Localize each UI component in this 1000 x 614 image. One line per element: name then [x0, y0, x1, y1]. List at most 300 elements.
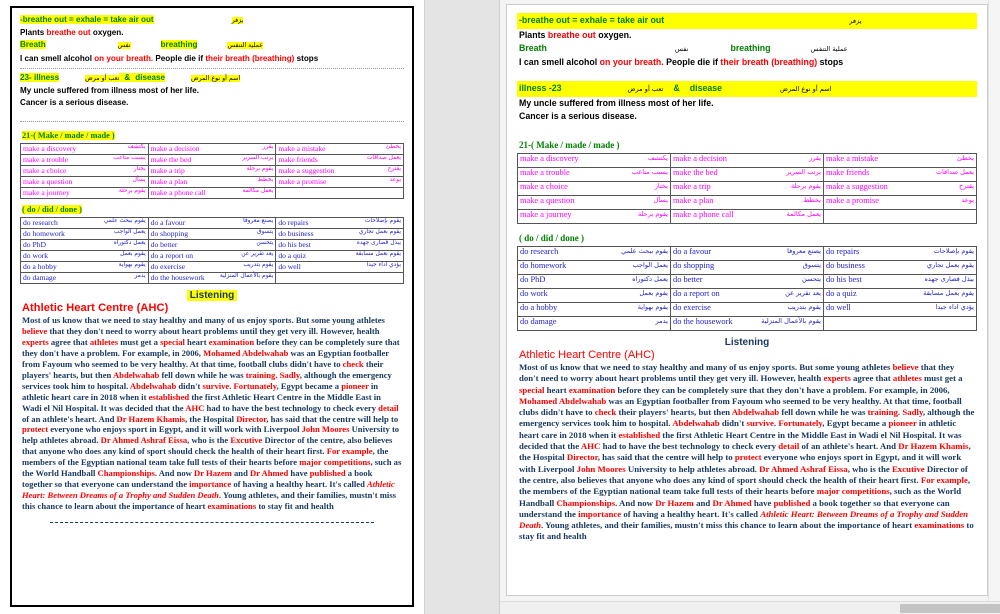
vocab-translation: يقوم بعمل تجاري — [926, 261, 974, 269]
vocab-translation: يقوم بتدريب — [787, 303, 821, 311]
example-alcohol-red2: their breath (breathing) — [205, 53, 295, 63]
passage-token: of having a healthy heart. It's called — [231, 479, 368, 490]
vocab-phrase: do the housework — [673, 317, 733, 326]
table-cell — [671, 247, 824, 261]
table-row — [21, 262, 404, 273]
example-plants-highlight: breathe out — [46, 28, 91, 38]
passage-token: pioneer — [888, 418, 917, 429]
headword-line-illness — [20, 72, 404, 84]
vocab-translation: يخطئ — [957, 154, 974, 162]
passage-token: Fortunately — [233, 380, 277, 391]
vocab-phrase: do shopping — [673, 261, 715, 270]
passage-token: Excutive — [230, 435, 263, 446]
listening-passage-right — [519, 362, 975, 543]
passage-token: , who is the — [187, 435, 231, 446]
vocab-translation: يقوم ببحث علمي — [621, 247, 668, 255]
passage-token: heart — [184, 337, 209, 348]
table-cell — [824, 168, 977, 182]
vocab-phrase: make a promise — [278, 177, 327, 187]
preview-page — [10, 6, 414, 607]
passage-token: established — [148, 391, 190, 402]
passage-token: training — [245, 369, 276, 380]
vertical-scrollbar[interactable] — [988, 0, 1000, 601]
breath-breathing-line — [20, 39, 404, 51]
passage-token: special — [519, 384, 545, 395]
headword-line-breathe-out-right — [517, 13, 977, 29]
passage-token: must get a — [118, 337, 161, 348]
vocab-translation: يصنع معروفا — [243, 218, 274, 225]
vocab-translation: يسأل — [132, 177, 146, 184]
passage-token: Director of the centre, also believes that anyone who does any kind of sport should check the health of their heart first. — [519, 463, 968, 485]
table-cell — [671, 289, 824, 303]
table-cell — [276, 251, 404, 262]
passage-token: detail — [778, 441, 800, 452]
vocab-translation: يؤدي اداء جيدا — [366, 262, 401, 269]
example-plants-pre: Plants — [20, 28, 47, 38]
table-row — [518, 168, 977, 182]
table-cell — [148, 144, 276, 155]
vocab-translation: يتحسن — [256, 240, 274, 247]
vocab-phrase: do damage — [23, 273, 57, 283]
example-plants — [20, 27, 404, 38]
passage-token: examinations — [914, 520, 965, 531]
make-table-body-right — [518, 154, 977, 224]
table-cell — [518, 196, 671, 210]
vocab-translation: يقوم بعمل — [120, 251, 146, 258]
vocab-phrase: make a choice — [23, 166, 67, 176]
table-cell — [518, 317, 671, 331]
table-cell — [276, 240, 404, 251]
vocab-phrase: do well — [278, 262, 301, 272]
table-cell — [276, 262, 404, 273]
make-label-number: 21- — [22, 131, 34, 141]
passage-token: their players' hearts, but then — [616, 407, 732, 418]
passage-token: Abdelwahab — [672, 418, 720, 429]
passage-token: importance — [578, 508, 622, 519]
passage-token: experts — [22, 337, 49, 348]
vocab-translation: يقرر — [809, 154, 821, 162]
table-cell — [21, 251, 149, 262]
passage-token: was an Egyptian footballer from Fayoum who seemed to be very healthy. At that time, football clubs didn't have to — [519, 395, 962, 418]
vocab-phrase: make a discovery — [23, 144, 77, 154]
example-alcohol-pre: I can smell alcohol — [20, 53, 95, 63]
passage-token: of an athlete's heart. And — [799, 441, 899, 452]
passage-token: , Egypt became a — [822, 418, 889, 429]
vocab-phrase: make a decision — [673, 154, 727, 163]
vocab-phrase: do the housework — [150, 273, 205, 283]
passage-token: examination — [568, 384, 616, 395]
word-breath-arabic: نفس — [117, 42, 131, 50]
vocab-translation: يقوم بعمل مسابقة — [923, 289, 974, 297]
passage-token: Athletic Heart: Between Dreams of a Trophy and Sudden Death — [22, 479, 395, 500]
table-cell — [824, 317, 977, 331]
vocab-translation: يقوم بتدريب — [243, 262, 274, 269]
passage-token: special — [160, 337, 185, 348]
vocab-translation: يقوم برحلة — [118, 188, 146, 195]
vocab-translation: يقوم بالأعمال المنزلية — [219, 273, 274, 280]
table-cell — [148, 273, 276, 284]
vocab-phrase: do his best — [826, 275, 862, 284]
example-alcohol-red1-r: on your breath. — [599, 57, 664, 67]
passage-token: Director — [236, 413, 267, 424]
passage-token: Abdelwahab — [112, 369, 160, 380]
passage-token: , although the emergency services took him to hospital. — [22, 369, 392, 391]
passage-token: to stay fit and health — [519, 520, 974, 542]
table-cell — [21, 240, 149, 251]
passage-token: Dr Hazem Khamis — [116, 413, 186, 424]
listening-heading-left — [20, 290, 404, 301]
vocab-translation: يقوم بهواية — [637, 303, 668, 311]
vocab-phrase: do well — [826, 303, 851, 312]
table-row — [518, 289, 977, 303]
vocab-phrase: make a journey — [23, 188, 70, 198]
do-table-body-right — [518, 247, 977, 331]
passage-token: before they can be completely sure that they don't have a problem. For example, in 2006, — [22, 337, 400, 359]
passage-token: Dr Ahmed Ashraf Eissa — [759, 463, 848, 474]
vocab-phrase: make the bed — [150, 155, 192, 165]
vocab-translation: يعمل صداقات — [366, 155, 401, 162]
table-cell — [148, 251, 276, 262]
word-breathing-arabic-r: عملية التنفس — [810, 45, 848, 53]
table-cell — [518, 154, 671, 168]
table-cell — [824, 210, 977, 224]
vocab-translation: يوعد — [961, 196, 974, 204]
example-alcohol-pre-r: I can smell alcohol — [519, 57, 600, 67]
table-cell — [276, 144, 404, 155]
passage-token: experts — [823, 373, 851, 384]
passage-token: , who is the — [847, 463, 892, 474]
do-section-label-r: ( do / did / done ) — [519, 233, 585, 243]
vocab-translation: يكتشف — [647, 154, 668, 162]
table-row — [21, 177, 404, 188]
passage-token: check — [342, 359, 364, 370]
do-table-right — [517, 246, 977, 331]
passage-token: AHC — [185, 402, 205, 413]
passage-token: Mohamed Abdelwahab — [203, 348, 289, 359]
passage-token: have — [288, 468, 310, 479]
vocab-phrase: do exercise — [673, 303, 711, 312]
vocab-phrase: make friends — [278, 155, 318, 165]
passage-end-divider — [50, 522, 374, 523]
headword-line-illness-right — [517, 81, 977, 97]
vocab-translation: يعمل صداقات — [935, 168, 974, 176]
table-cell — [276, 188, 404, 199]
section-divider-2 — [20, 121, 404, 122]
passage-token: didn't — [176, 380, 203, 391]
table-cell — [671, 168, 824, 182]
vocab-translation: يتحسن — [802, 275, 821, 283]
word-breathing-arabic: عملية التنفس — [227, 42, 263, 50]
passage-token: in athletic heart care in 2018 when it — [519, 418, 957, 440]
table-cell — [824, 261, 977, 275]
table-cell — [824, 303, 977, 317]
passage-token: , although the emergency services took him to hospital. — [519, 407, 975, 429]
vocab-translation: يبذل قصارى جهده — [924, 275, 974, 283]
passage-token: check — [594, 407, 617, 418]
vocab-phrase: do business — [826, 261, 865, 270]
passage-token: survive — [202, 380, 230, 391]
passage-token: Abdelwahab — [731, 407, 780, 418]
make-section-label — [22, 131, 115, 140]
passage-token: fell down while he was — [779, 407, 868, 418]
headword-line-breathe-out — [20, 14, 404, 26]
do-section — [20, 199, 404, 284]
vocab-phrase: make the bed — [673, 168, 718, 177]
passage-token: believe — [22, 326, 48, 337]
passage-token: Dr Hazem — [655, 497, 694, 508]
table-row — [21, 166, 404, 177]
example-plants-pre-r: Plants — [519, 30, 548, 40]
word-disease-r: disease — [689, 83, 723, 93]
vocab-translation: يقوم ببحث علمي — [103, 218, 146, 225]
vocab-phrase: do a favour — [150, 218, 186, 228]
passage-token: Championships — [97, 468, 155, 479]
passage-token: . And now — [615, 497, 656, 508]
example-cancer: Cancer is a serious disease. — [20, 98, 129, 108]
vocab-translation: يخطط — [257, 177, 274, 184]
table-cell — [148, 155, 276, 166]
passage-token: Championships — [556, 497, 616, 508]
vocab-phrase: do shopping — [150, 229, 188, 239]
vocab-translation: يدمر — [134, 273, 146, 280]
passage-token: , such as the World Handball — [22, 457, 402, 479]
vocab-phrase: make a plan — [673, 196, 714, 205]
table-row — [518, 210, 977, 224]
table-cell — [671, 196, 824, 210]
vocab-phrase: do better — [150, 240, 178, 250]
vocab-entry-illness-right — [517, 81, 977, 123]
disease-arabic: اسم أو نوع المرض — [190, 74, 241, 82]
vocab-phrase: do work — [23, 251, 49, 261]
horizontal-scrollbar[interactable] — [500, 601, 1000, 614]
passage-token: University to help athletes abroad. — [22, 424, 400, 446]
listening-heading-right: Listening — [724, 337, 770, 348]
make-label-number-r: 21- — [519, 140, 531, 150]
vocab-phrase: make friends — [826, 168, 870, 177]
vocab-entry-breathe-out — [20, 14, 404, 64]
example-alcohol-red2-r: their breath (breathing) — [720, 57, 818, 67]
vocab-translation: يسبب متاعب — [113, 155, 146, 162]
vocab-phrase: do research — [520, 247, 559, 256]
table-cell — [671, 317, 824, 331]
example-alcohol-mid-r: People die if — [663, 57, 721, 67]
vocab-phrase: make a mistake — [826, 154, 879, 163]
vocab-translation: يكتشف — [127, 144, 146, 151]
make-table-body — [21, 144, 404, 199]
vocab-translation: يرتب السرير — [786, 168, 821, 176]
passage-token: had to have the best technology to check every — [204, 402, 379, 413]
passage-token: . — [229, 380, 234, 391]
table-cell — [824, 182, 977, 196]
table-cell — [518, 210, 671, 224]
headword-breathe-out-r: -breathe out = exhale = take air out — [519, 15, 665, 25]
passage-token: pioneer — [341, 380, 369, 391]
passage-token: For example — [326, 446, 373, 457]
word-breath-r: Breath — [519, 43, 547, 53]
ampersand-r: & — [673, 83, 680, 93]
passage-token: , has said that the centre will help to — [597, 452, 735, 463]
vocab-translation: يرتب السرير — [242, 155, 274, 162]
table-cell — [21, 166, 149, 177]
example-cancer-r: Cancer is a serious disease. — [519, 111, 637, 121]
vocab-phrase: make a suggestion — [278, 166, 335, 176]
vocab-phrase: make a phone call — [150, 188, 206, 198]
make-section-right — [517, 135, 977, 224]
table-cell — [824, 289, 977, 303]
vocab-phrase: do a hobby — [23, 262, 57, 272]
vocab-translation: يدمر — [655, 317, 668, 325]
example-plants-post: oxygen. — [90, 28, 124, 38]
vocab-phrase: make a trouble — [520, 168, 570, 177]
passage-token: John Moores — [301, 424, 350, 435]
table-cell — [518, 289, 671, 303]
make-label-text-r: ( Make / made / made ) — [531, 140, 620, 150]
passage-token: a book together so that everyone can understand the — [519, 497, 950, 519]
table-cell — [518, 275, 671, 289]
word-breathing: breathing — [160, 40, 198, 50]
table-row — [21, 240, 404, 251]
vocab-phrase: do a favour — [673, 247, 712, 256]
vocab-translation: يخطئ — [385, 144, 401, 151]
table-row — [518, 196, 977, 210]
make-label-text: ( Make / made / made ) — [33, 131, 115, 141]
vocab-phrase: do a hobby — [520, 303, 558, 312]
article-title-right: Athletic Heart Centre (AHC) — [519, 349, 655, 361]
table-cell — [148, 177, 276, 188]
horizontal-scrollbar-thumb[interactable] — [900, 604, 1000, 613]
table-cell — [824, 275, 977, 289]
vocab-phrase: make a trip — [150, 166, 185, 176]
vocab-translation: يؤدي اداء جيدا — [935, 303, 974, 311]
vocab-translation: يتسوق — [257, 229, 274, 236]
vocab-phrase: do better — [673, 275, 703, 284]
make-table — [20, 143, 404, 199]
disease-arabic-r: اسم أو نوع المرض — [780, 85, 832, 93]
vocab-translation: يختار — [654, 182, 668, 190]
table-cell — [671, 275, 824, 289]
passage-token: survive — [746, 418, 774, 429]
vocab-translation: يعمل الواجب — [632, 261, 668, 269]
table-row — [21, 144, 404, 155]
illness-arabic: تعب أو مرض — [85, 74, 120, 82]
do-table-body — [21, 218, 404, 284]
passage-token: , Egypt became a — [276, 380, 342, 391]
passage-token: agree that — [48, 337, 90, 348]
vocab-entry-illness — [20, 72, 404, 109]
vocab-phrase: make a journey — [520, 210, 572, 219]
passage-token: to stay fit and health — [256, 500, 334, 511]
vocab-phrase: make a phone call — [673, 210, 734, 219]
table-row — [21, 155, 404, 166]
table-cell — [671, 303, 824, 317]
do-section-label: ( do / did / done ) — [22, 205, 82, 215]
passage-token: Dr Ahmed — [250, 468, 289, 479]
passage-token: of an athlete's heart. And — [22, 413, 117, 424]
table-row — [21, 188, 404, 199]
passage-token: major competitions — [299, 457, 371, 468]
passage-token: everyone who enjoys sport in Egypt, and it will work with Liverpool — [48, 424, 302, 435]
vocab-translation: يقوم بالأعمال المنزلية — [761, 317, 821, 325]
vocab-translation: يعمل دكتوراه — [632, 275, 668, 283]
table-cell — [518, 303, 671, 317]
table-cell — [824, 196, 977, 210]
passage-token: major competitions — [816, 486, 890, 497]
vocab-phrase: do a report on — [150, 251, 194, 261]
table-cell — [671, 261, 824, 275]
table-cell — [21, 273, 149, 284]
table-cell — [21, 155, 149, 166]
vocab-translation: يقرر — [262, 144, 274, 151]
table-row — [21, 273, 404, 284]
pane-gutter — [424, 0, 500, 614]
do-section-right — [517, 228, 977, 331]
vocab-translation: يقوم بإصلاحات — [933, 247, 974, 255]
passage-token: Director of the centre, also believes that anyone who does any kind of sport should check the health of their heart first. — [22, 435, 393, 457]
vocab-translation: يعد تقرير عن — [241, 251, 274, 258]
passage-token: and — [231, 468, 250, 479]
vocab-phrase: make a discovery — [520, 154, 579, 163]
vocab-translation: يتسوق — [802, 261, 821, 269]
vocab-phrase: do business — [278, 229, 314, 239]
table-cell — [518, 261, 671, 275]
passage-token: in athletic heart care in 2018 when it — [22, 380, 379, 402]
passage-token: Dr Ahmed — [712, 497, 752, 508]
example-plants-highlight-r: breathe out — [547, 30, 596, 40]
vocab-phrase: make a suggestion — [826, 182, 888, 191]
make-section — [20, 125, 404, 199]
passage-token: , the members of the Egyptian national team take full tests of their hearts before — [519, 474, 971, 497]
passage-token: examination — [208, 337, 255, 348]
passage-token: . — [897, 407, 903, 418]
passage-token: Most of us know that we need to stay healthy and many of us enjoy sports. But some young athletes — [519, 362, 893, 372]
table-cell — [671, 154, 824, 168]
word-disease: disease — [135, 72, 165, 82]
section-divider — [20, 68, 404, 69]
passage-token: of having a healthy heart. It's called — [621, 508, 761, 519]
passage-token: Mohamed Abdelwahab — [519, 395, 607, 406]
passage-token: had to have the best technology to check every — [600, 441, 779, 452]
word-breath-arabic-r: نفس — [674, 45, 689, 53]
vocab-phrase: make a decision — [150, 144, 200, 154]
passage-token: . — [773, 418, 779, 429]
passage-token: University to help athletes abroad. — [625, 463, 760, 474]
passage-token: Dr Ahmed Ashraf Eissa — [100, 435, 188, 446]
vocab-phrase: do repairs — [278, 218, 309, 228]
table-cell — [148, 240, 276, 251]
example-alcohol-post-r: stops — [817, 57, 844, 67]
vocab-translation: يقوم بعمل تجاري — [358, 229, 401, 236]
passage-token: , the Hospital — [185, 413, 237, 424]
passage-token: have — [751, 497, 774, 508]
passage-token: . — [275, 369, 280, 380]
passage-token: Athletic Heart: Between Dreams of a Trophy and Sudden Death — [519, 508, 969, 531]
vocab-phrase: make a plan — [150, 177, 188, 187]
passage-token: athletes — [89, 337, 119, 348]
ampersand: & — [119, 73, 135, 82]
example-uncle-r: My uncle suffered from illness most of her life. — [519, 98, 714, 108]
vocab-phrase: do his best — [278, 240, 311, 250]
passage-token: believe — [892, 362, 919, 372]
vocab-translation: يقوم بعمل — [639, 289, 668, 297]
passage-token: For example — [920, 474, 968, 485]
table-cell — [518, 247, 671, 261]
passage-token: Sadly — [279, 369, 300, 380]
vocab-phrase: make a trip — [673, 182, 711, 191]
vocab-phrase: do a report on — [673, 289, 720, 298]
passage-token: the first Athletic Heart Centre in the Middle East in Wadi el Nil Hospital. It was decided that the — [22, 391, 381, 413]
vocab-translation: يعمل دكتوراه — [113, 240, 146, 247]
vocab-translation: يقترح — [387, 166, 401, 173]
